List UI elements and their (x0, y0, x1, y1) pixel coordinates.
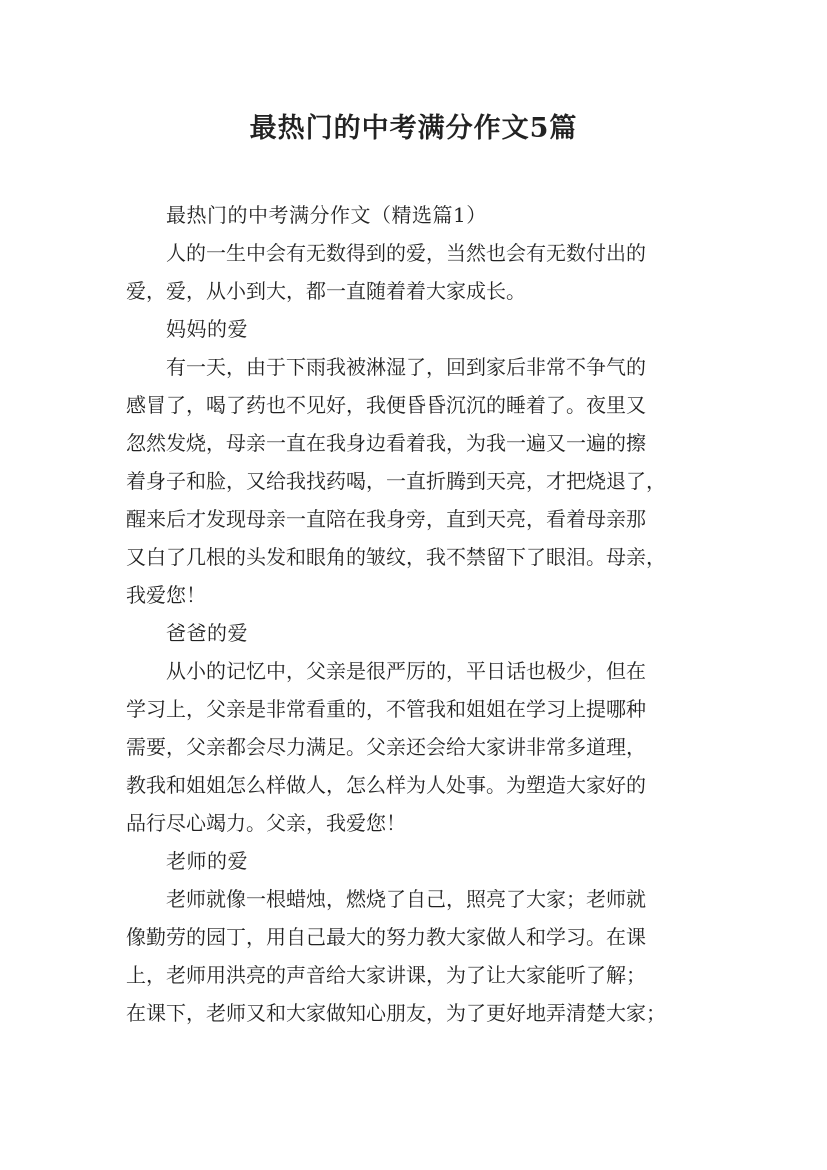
text-line: 着身子和脸，又给我找药喝，一直折腾到天亮，才把烧退了， (126, 469, 666, 493)
paragraph-father (126, 652, 701, 842)
text-line: 从小的记忆中，父亲是很严厉的，平日话也极少，但在 (166, 659, 646, 683)
text-line: 老师就像一根蜡烛，燃烧了自己，照亮了大家；老师就 (166, 887, 646, 911)
text-line: 学习上，父亲是非常看重的，不管我和姐姐在学习上提哪种 (126, 697, 646, 721)
text-line: 我爱您！ (126, 583, 206, 607)
text-line: 有一天，由于下雨我被淋湿了，回到家后非常不争气的 (166, 355, 646, 379)
subheading-teacher: 老师的爱 (166, 849, 248, 873)
section-title: 最热门的中考满分作文（精选篇1） (166, 203, 487, 227)
text-line: 感冒了，喝了药也不见好，我便昏昏沉沉的睡着了。夜里又 (126, 393, 646, 417)
paragraph-intro (126, 234, 701, 310)
paragraph-teacher (126, 880, 701, 1032)
text-line: 又白了几根的头发和眼角的皱纹，我不禁留下了眼泪。母亲， (126, 545, 666, 569)
text-line: 需要，父亲都会尽力满足。父亲还会给大家讲非常多道理， (126, 735, 646, 759)
text-line: 醒来后才发现母亲一直陪在我身旁，直到天亮，看着母亲那 (126, 507, 646, 531)
subheading-father: 爸爸的爱 (166, 621, 248, 645)
paragraph-mother (126, 348, 701, 614)
document-title: 最热门的中考满分作文5篇 (249, 113, 578, 144)
text-line: 爱，爱，从小到大，都一直随着着大家成长。 (126, 279, 526, 303)
text-line: 品行尽心竭力。父亲，我爱您！ (126, 811, 406, 835)
text-line: 在课下，老师又和大家做知心朋友，为了更好地弄清楚大家； (126, 1001, 666, 1025)
document-body (126, 196, 701, 1032)
text-line: 人的一生中会有无数得到的爱，当然也会有无数付出的 (166, 241, 646, 265)
text-line: 像勤劳的园丁，用自己最大的努力教大家做人和学习。在课 (126, 925, 646, 949)
subheading-mother: 妈妈的爱 (166, 317, 248, 341)
text-line: 教我和姐姐怎么样做人，怎么样为人处事。为塑造大家好的 (126, 773, 646, 797)
text-line: 忽然发烧，母亲一直在我身边看着我，为我一遍又一遍的擦 (126, 431, 646, 455)
text-line: 上，老师用洪亮的声音给大家讲课，为了让大家能听了解； (126, 963, 646, 987)
